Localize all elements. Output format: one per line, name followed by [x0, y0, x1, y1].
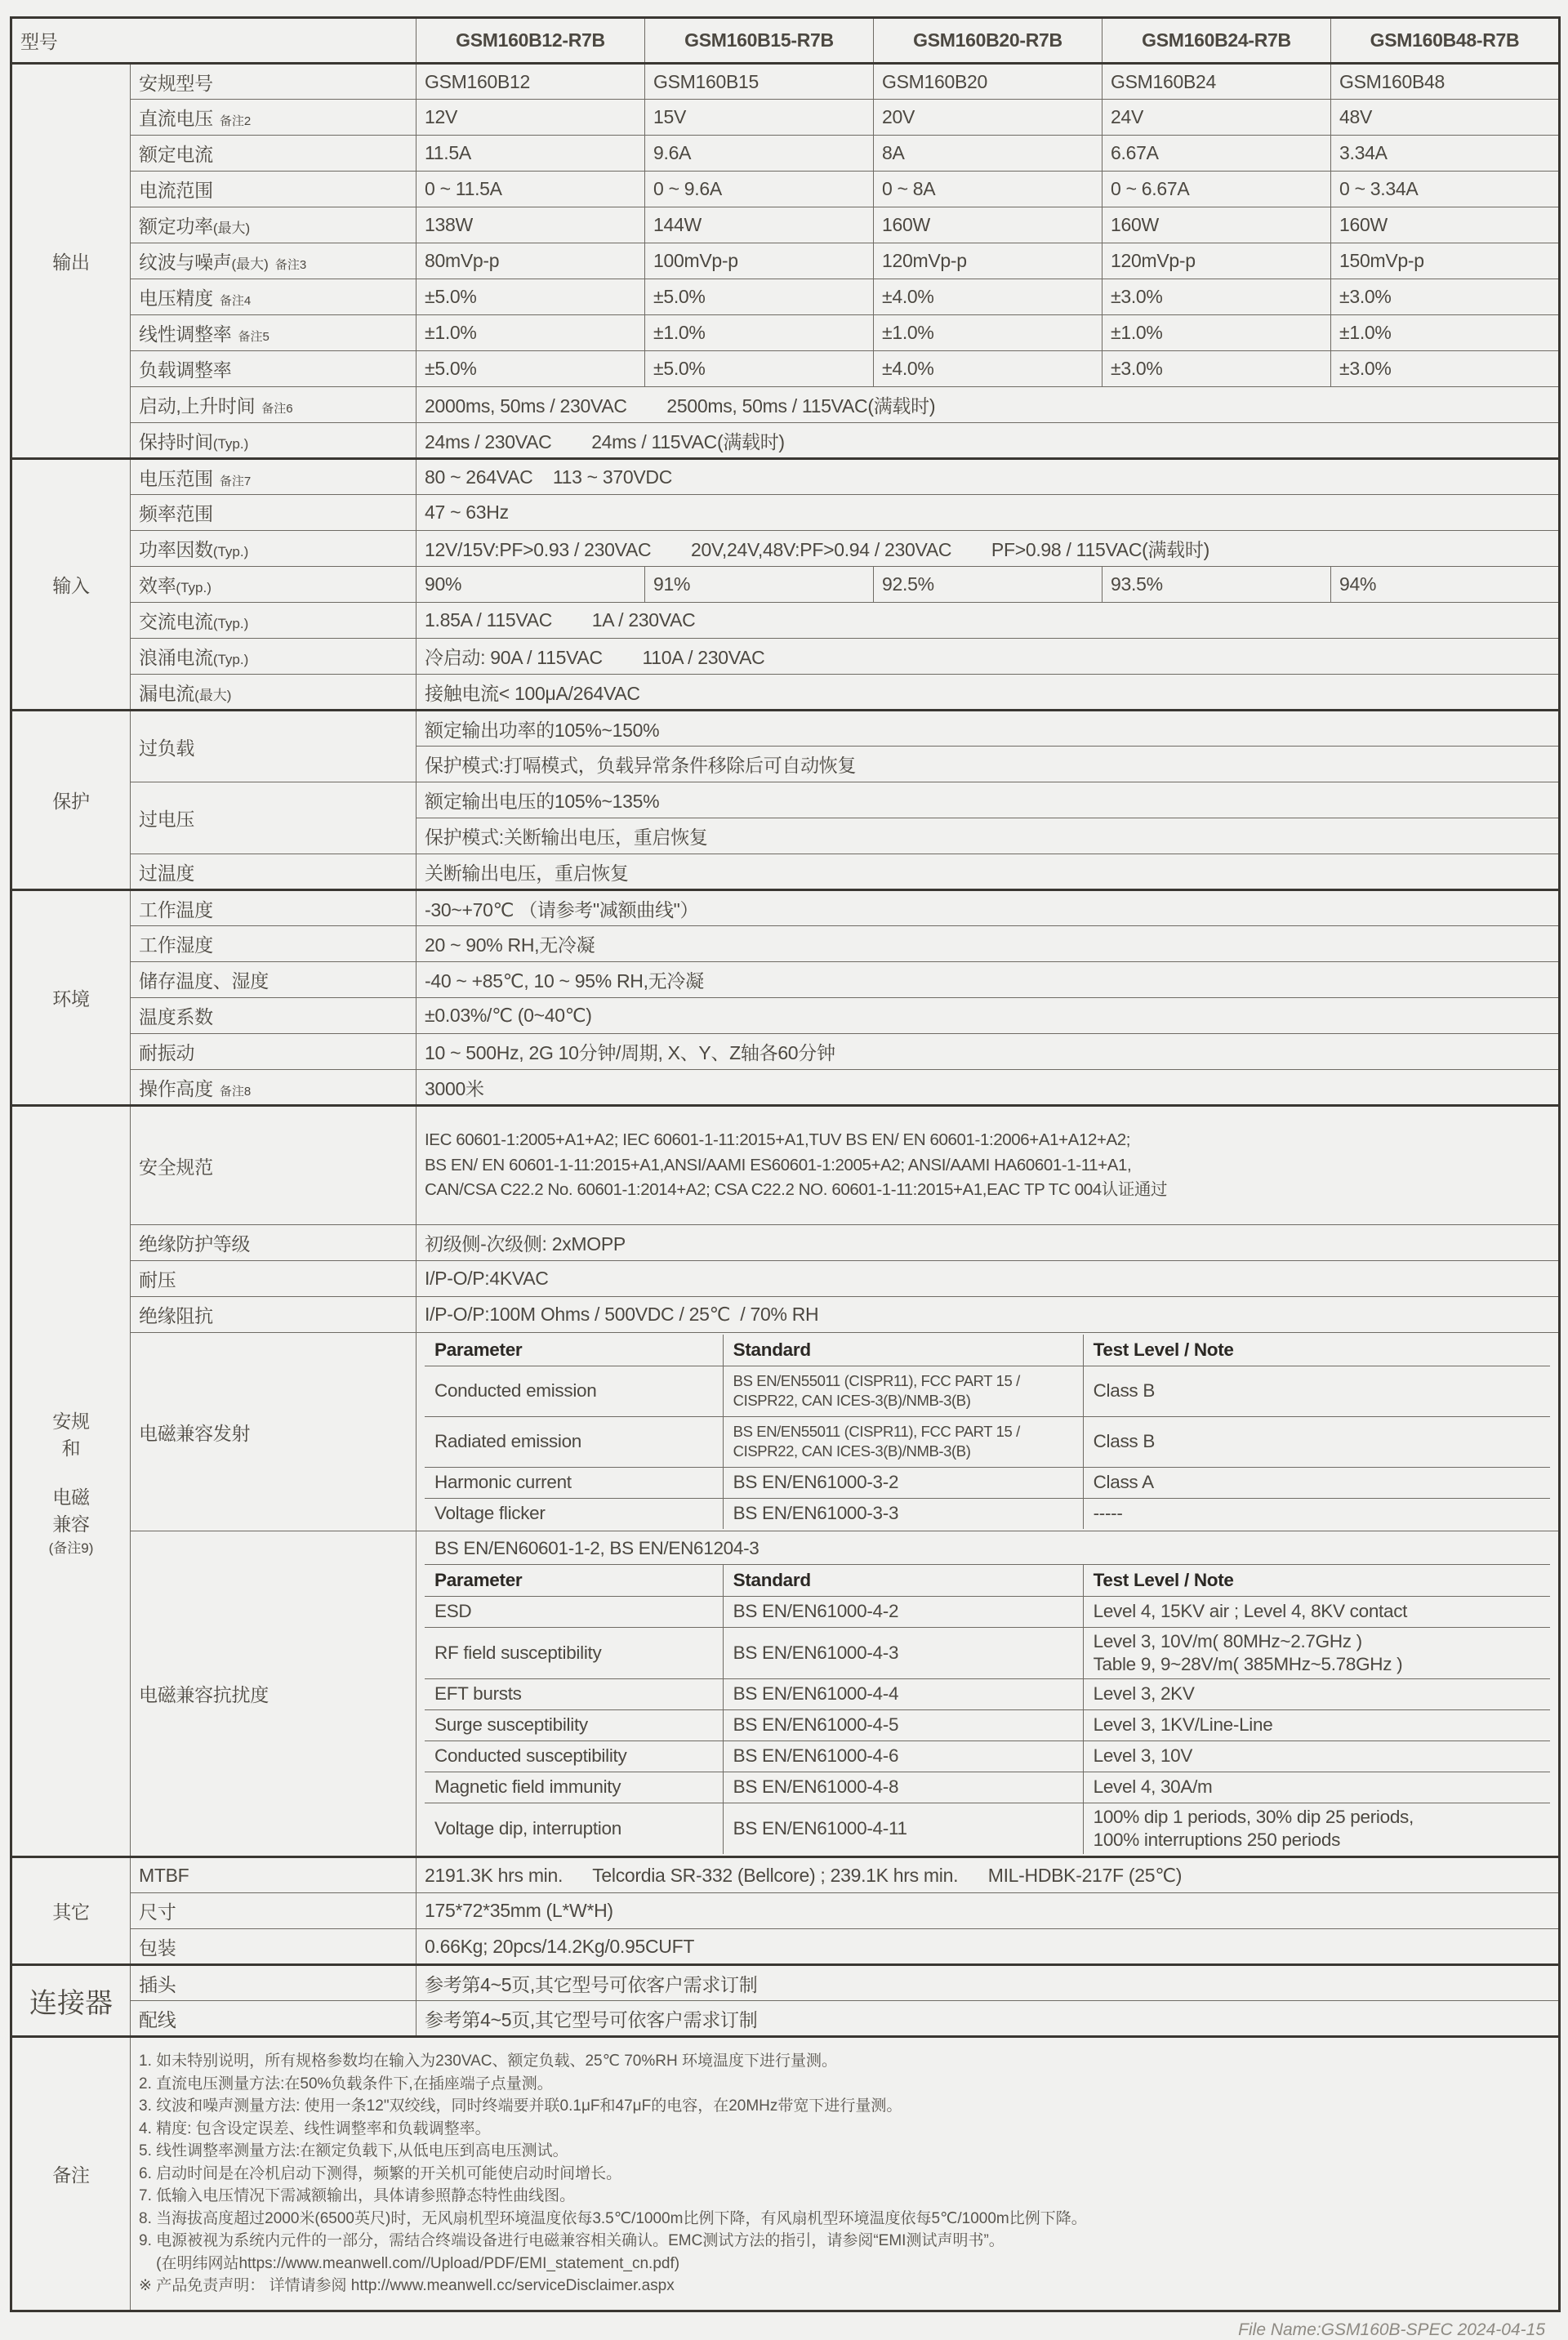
cell-working-temp: -30~+70℃ （请参考"减额曲线"） [416, 890, 1560, 926]
table-row [11, 567, 1560, 603]
emc-row [425, 1741, 1550, 1772]
table-row [11, 675, 1560, 711]
emc-parameter: RF field susceptibility [425, 1627, 723, 1678]
table-row [11, 64, 1560, 100]
emc-standard: BS EN/EN61000-4-11 [723, 1803, 1083, 1854]
cell-value: ±5.0% [645, 279, 874, 315]
emc-row [425, 1498, 1550, 1529]
cell-overvoltage-range: 额定输出电压的105%~135% [416, 782, 1560, 818]
cell-value: GSM160B15 [645, 64, 874, 100]
cell-overload-mode: 保护模式:打嗝模式，负载异常条件移除后可自动恢复 [416, 747, 1560, 782]
emc-immunity-table [416, 1531, 1560, 1857]
emc-header-parameter: Parameter [434, 1339, 523, 1360]
cell-isolation-class: 初级侧-次级侧: 2xMOPP [416, 1225, 1560, 1261]
row-label-plug: 插头 [131, 1965, 416, 2001]
model-name: GSM160B20-R7B [874, 18, 1102, 64]
cell-value: 24V [1102, 100, 1331, 136]
table-row [11, 207, 1560, 243]
cell-value: GSM160B20 [874, 64, 1102, 100]
emc-row [425, 1709, 1550, 1741]
row-label-vibration: 耐振动 [131, 1034, 416, 1070]
row-label-setup-time: 启动,上升时间 备注6 [131, 387, 416, 423]
table-row [11, 1333, 1560, 1531]
cell-value: ±5.0% [645, 351, 874, 387]
table-row [11, 890, 1560, 926]
emc-parameter: Surge susceptibility [425, 1709, 723, 1741]
cell-value: ±1.0% [1331, 315, 1560, 351]
row-label-emc-immunity: 电磁兼容抗扰度 [131, 1531, 416, 1857]
table-row [11, 1106, 1560, 1225]
cell-value: 120mVp-p [874, 243, 1102, 279]
model-name: GSM160B12-R7B [416, 18, 645, 64]
emc-row [425, 1678, 1550, 1709]
cell-value: 160W [874, 207, 1102, 243]
cell-value: 160W [1331, 207, 1560, 243]
section-label-input: 输入 [11, 459, 131, 711]
cell-frequency-range: 47 ~ 63Hz [416, 495, 1560, 531]
cell-value: 90% [416, 567, 645, 603]
cell-overvoltage-mode: 保护模式:关断输出电压，重启恢复 [416, 818, 1560, 854]
emc-immunity-standards: BS EN/EN60601-1-2, BS EN/EN61204-3 [425, 1533, 1550, 1565]
cell-withstand-voltage: I/P-O/P:4KVAC [416, 1261, 1560, 1297]
row-label-dc-voltage: 直流电压 备注2 [131, 100, 416, 136]
table-row [11, 998, 1560, 1034]
table-row [11, 387, 1560, 423]
table-row [11, 279, 1560, 315]
cell-value: ±4.0% [874, 351, 1102, 387]
emc-standard: BS EN/EN61000-4-4 [723, 1678, 1083, 1709]
row-label-voltage-range: 电压范围 备注7 [131, 459, 416, 495]
row-label-current-range: 电流范围 [131, 172, 416, 207]
row-label-dimension: 尺寸 [131, 1893, 416, 1929]
emc-header-row [425, 1565, 1550, 1596]
cell-storage: -40 ~ +85℃, 10 ~ 95% RH,无冷凝 [416, 962, 1560, 998]
note-item: ※ 产品免责声明： 详情请参阅 http://www.meanwell.cc/serviceDisclaimer.aspx [139, 2277, 675, 2295]
emc-header-standard: Standard [723, 1335, 1083, 1366]
section-label-safety-emc: 安规 和 电磁 兼容 (备注9) [11, 1106, 131, 1857]
cell-isolation-resistance: I/P-O/P:100M Ohms / 500VDC / 25℃ / 70% RH [416, 1297, 1560, 1333]
emc-header-standard: Standard [723, 1565, 1083, 1596]
row-label-wiring: 配线 [131, 2001, 416, 2037]
model-name: GSM160B24-R7B [1102, 18, 1331, 64]
row-label-temp-coefficient: 温度系数 [131, 998, 416, 1034]
emc-test-level: Level 3, 10V/m( 80MHz~2.7GHz ) Table 9, 9~28V/m( 385MHz~5.78GHz ) [1083, 1627, 1550, 1678]
row-label-overload: 过负载 [131, 711, 416, 782]
table-row [11, 100, 1560, 136]
cell-value: ±5.0% [416, 351, 645, 387]
emc-header-parameter: Parameter [434, 1569, 523, 1590]
cell-value: GSM160B24 [1102, 64, 1331, 100]
emc-parameter: EFT bursts [425, 1678, 723, 1709]
emc-standard: BS EN/EN61000-4-8 [723, 1772, 1083, 1803]
cell-value: 48V [1331, 100, 1560, 136]
cell-value: 100mVp-p [645, 243, 874, 279]
cell-dimension: 175*72*35mm (L*W*H) [416, 1893, 1560, 1929]
emc-standard: BS EN/EN61000-3-3 [723, 1498, 1083, 1529]
note-item: 8. 当海拔高度超过2000米(6500英尺)时，无风扇机型环境温度依每3.5℃/1000m比例下降，有风扇机型环境温度依每5℃/1000m比例下降。 [139, 2209, 1087, 2227]
row-label-ac-current: 交流电流(Typ.) [131, 603, 416, 639]
cell-value: 144W [645, 207, 874, 243]
section-label-connector: 连接器 [11, 1965, 131, 2037]
cell-leakage-current: 接触电流< 100μA/264VAC [416, 675, 1560, 711]
cell-value: 0 ~ 8A [874, 172, 1102, 207]
table-row [11, 962, 1560, 998]
emc-test-level: Class B [1083, 1366, 1550, 1416]
table-row [11, 2001, 1560, 2037]
cell-wiring: 参考第4~5页,其它型号可依客户需求订制 [416, 2001, 1560, 2037]
file-name-footer: File Name:GSM160B-SPEC 2024-04-15 [1238, 2320, 1545, 2339]
emc-parameter: Voltage flicker [425, 1498, 723, 1529]
cell-value: 94% [1331, 567, 1560, 603]
cell-plug: 参考第4~5页,其它型号可依客户需求订制 [416, 1965, 1560, 2001]
row-label-emc-emission: 电磁兼容发射 [131, 1333, 416, 1531]
table-row [11, 1070, 1560, 1106]
cell-value: ±3.0% [1331, 351, 1560, 387]
cell-value: 6.67A [1102, 136, 1331, 172]
model-name: GSM160B15-R7B [645, 18, 874, 64]
emc-standard: BS EN/EN55011 (CISPR11), FCC PART 15 / CISPR22, CAN ICES-3(B)/NMB-3(B) [723, 1416, 1083, 1467]
table-row [11, 2037, 1560, 2311]
cell-value: 138W [416, 207, 645, 243]
cell-value: 91% [645, 567, 874, 603]
row-label-withstand-voltage: 耐压 [131, 1261, 416, 1297]
emc-standard: BS EN/EN61000-4-5 [723, 1709, 1083, 1741]
row-label-hold-time: 保持时间(Typ.) [131, 423, 416, 459]
table-row [11, 1965, 1560, 2001]
cell-value: ±5.0% [416, 279, 645, 315]
emc-parameter: Voltage dip, interruption [425, 1803, 723, 1854]
table-row [11, 315, 1560, 351]
cell-voltage-range: 80 ~ 264VAC 113 ~ 370VDC [416, 459, 1560, 495]
table-row [11, 531, 1560, 567]
table-row [11, 603, 1560, 639]
cell-packing: 0.66Kg; 20pcs/14.2Kg/0.95CUFT [416, 1929, 1560, 1965]
note-item: 7. 低输入电压情况下需减额输出，具体请参照静态特性曲线图。 [139, 2187, 576, 2205]
emc-parameter: Magnetic field immunity [425, 1772, 723, 1803]
cell-value: 20V [874, 100, 1102, 136]
cell-overtemp: 关断输出电压，重启恢复 [416, 854, 1560, 890]
cell-value: GSM160B12 [416, 64, 645, 100]
row-label-overtemp: 过温度 [131, 854, 416, 890]
cell-inrush-current: 冷启动: 90A / 115VAC 110A / 230VAC [416, 639, 1560, 675]
emc-row [425, 1416, 1550, 1467]
emc-test-level: Level 3, 2KV [1083, 1678, 1550, 1709]
cell-value: 92.5% [874, 567, 1102, 603]
emc-parameter: Conducted emission [425, 1366, 723, 1416]
emc-standard: BS EN/EN55011 (CISPR11), FCC PART 15 / CISPR22, CAN ICES-3(B)/NMB-3(B) [723, 1366, 1083, 1416]
header-row [11, 18, 1560, 64]
row-label-isolation-class: 绝缘防护等级 [131, 1225, 416, 1261]
emc-emission-table [416, 1333, 1560, 1531]
emc-test-level: Level 3, 1KV/Line-Line [1083, 1709, 1550, 1741]
spec-table [10, 16, 1561, 2312]
notes-block [131, 2037, 1560, 2311]
section-label-notes: 备注 [11, 2037, 131, 2311]
table-row [11, 423, 1560, 459]
row-label-altitude: 操作高度 备注8 [131, 1070, 416, 1106]
cell-value: 93.5% [1102, 567, 1331, 603]
note-item: 1. 如未特别说明，所有规格参数均在输入为230VAC、额定负载、25℃ 70%RH 环境温度下进行量测。 [139, 2053, 837, 2070]
table-row [11, 243, 1560, 279]
model-column-title: 型号 [11, 18, 416, 64]
cell-value: 15V [645, 100, 874, 136]
cell-value: ±3.0% [1331, 279, 1560, 315]
table-row [11, 1857, 1560, 1893]
table-row [11, 172, 1560, 207]
cell-value: ±3.0% [1102, 351, 1331, 387]
cell-value: ±3.0% [1102, 279, 1331, 315]
emc-parameter: Harmonic current [425, 1467, 723, 1498]
row-label-efficiency: 效率(Typ.) [131, 567, 416, 603]
row-label-ripple: 纹波与噪声(最大) 备注3 [131, 243, 416, 279]
table-row [11, 782, 1560, 818]
emc-parameter: Radiated emission [425, 1416, 723, 1467]
table-row [11, 711, 1560, 747]
table-row [11, 854, 1560, 890]
emc-standard: BS EN/EN61000-4-6 [723, 1741, 1083, 1772]
emc-header-test: Test Level / Note [1083, 1565, 1550, 1596]
row-label-line-regulation: 线性调整率 备注5 [131, 315, 416, 351]
emc-row [425, 1803, 1550, 1854]
table-row [11, 639, 1560, 675]
table-row [11, 1225, 1560, 1261]
cell-value: ±4.0% [874, 279, 1102, 315]
section-label-protection: 保护 [11, 711, 131, 890]
row-label-overvoltage: 过电压 [131, 782, 416, 854]
row-label-rated-current: 额定电流 [131, 136, 416, 172]
row-label-voltage-tolerance: 电压精度 备注4 [131, 279, 416, 315]
note-item: 5. 线性调整率测量方法:在额定负载下,从低电压到高电压测试。 [139, 2142, 568, 2160]
table-row [11, 1297, 1560, 1333]
cell-value: 0 ~ 11.5A [416, 172, 645, 207]
cell-overload-range: 额定输出功率的105%~150% [416, 711, 1560, 747]
row-label-power-factor: 功率因数(Typ.) [131, 531, 416, 567]
row-label-packing: 包装 [131, 1929, 416, 1965]
cell-value: 9.6A [645, 136, 874, 172]
table-row [11, 136, 1560, 172]
cell-value: ±1.0% [1102, 315, 1331, 351]
cell-power-factor: 12V/15V:PF>0.93 / 230VAC 20V,24V,48V:PF>0.94 / 230VAC PF>0.98 / 115VAC(满载时) [416, 531, 1560, 567]
section-label-output: 输出 [11, 64, 131, 459]
cell-temp-coefficient: ±0.03%/℃ (0~40℃) [416, 998, 1560, 1034]
row-label-load-regulation: 负载调整率 [131, 351, 416, 387]
row-label-storage: 储存温度、湿度 [131, 962, 416, 998]
emc-standard: BS EN/EN61000-3-2 [723, 1467, 1083, 1498]
note-item: 6. 启动时间是在冷机启动下测得，频繁的开关机可能使启动时间增长。 [139, 2164, 622, 2182]
note-item: (在明纬网站https://www.meanwell.com//Upload/PDF/EMI_statement_cn.pdf) [139, 2254, 680, 2272]
emc-row [425, 1772, 1550, 1803]
cell-value: 0 ~ 6.67A [1102, 172, 1331, 207]
row-label-working-temp: 工作温度 [131, 890, 416, 926]
row-label-inrush-current: 浪涌电流(Typ.) [131, 639, 416, 675]
emc-standard: BS EN/EN61000-4-3 [723, 1627, 1083, 1678]
model-name: GSM160B48-R7B [1331, 18, 1560, 64]
cell-value: ±1.0% [416, 315, 645, 351]
table-row [11, 1893, 1560, 1929]
note-item: 4. 精度: 包含设定误差、线性调整率和负载调整率。 [139, 2119, 491, 2137]
note-item: 3. 纹波和噪声测量方法: 使用一条12"双绞线，同时终端要并联0.1μF和47μF的电容，在20MHz带宽下进行量测。 [139, 2097, 902, 2115]
table-row [11, 926, 1560, 962]
row-label-mtbf: MTBF [131, 1857, 416, 1893]
row-label-rated-power: 额定功率(最大) [131, 207, 416, 243]
cell-value: 12V [416, 100, 645, 136]
cell-value: 150mVp-p [1331, 243, 1560, 279]
emc-parameter: ESD [425, 1596, 723, 1627]
emc-row [425, 1366, 1550, 1416]
row-label-isolation-resistance: 绝缘阻抗 [131, 1297, 416, 1333]
cell-vibration: 10 ~ 500Hz, 2G 10分钟/周期, X、Y、Z轴各60分钟 [416, 1034, 1560, 1070]
emc-header-row [425, 1335, 1550, 1366]
emc-test-level: ----- [1083, 1498, 1550, 1529]
emc-parameter: Conducted susceptibility [425, 1741, 723, 1772]
cell-value: 160W [1102, 207, 1331, 243]
cell-value: 8A [874, 136, 1102, 172]
row-label-frequency-range: 频率范围 [131, 495, 416, 531]
cell-hold-time: 24ms / 230VAC 24ms / 115VAC(满载时) [416, 423, 1560, 459]
emc-standard: BS EN/EN61000-4-2 [723, 1596, 1083, 1627]
cell-ac-current: 1.85A / 115VAC 1A / 230VAC [416, 603, 1560, 639]
cell-value: 80mVp-p [416, 243, 645, 279]
emc-header-test: Test Level / Note [1083, 1335, 1550, 1366]
row-label-working-humidity: 工作湿度 [131, 926, 416, 962]
cell-safety-standards: IEC 60601-1:2005+A1+A2; IEC 60601-1-11:2015+A1,TUV BS EN/ EN 60601-1:2006+A1+A12+A2; BS EN/ EN 60601-1-11:2015+A1,ANSI/AAMI ES60601-1:2005+A2; ANSI/AAMI HA60601-1-11+A1, CAN/CSA C22.2 No. 60601-1:2014+A2; CSA C22.2 NO. 60601-1-11:2015+A1,EAC TP TC 004认证通过 [416, 1106, 1560, 1225]
emc-test-level: Level 3, 10V [1083, 1741, 1550, 1772]
cell-working-humidity: 20 ~ 90% RH,无冷凝 [416, 926, 1560, 962]
row-label-safety-model: 安规型号 [131, 64, 416, 100]
emc-row [425, 1467, 1550, 1498]
table-row [11, 1531, 1560, 1857]
cell-setup-time: 2000ms, 50ms / 230VAC 2500ms, 50ms / 115VAC(满载时) [416, 387, 1560, 423]
table-row [11, 351, 1560, 387]
emc-test-level: Level 4, 15KV air ; Level 4, 8KV contact [1083, 1596, 1550, 1627]
cell-value: 3.34A [1331, 136, 1560, 172]
note-item: 2. 直流电压测量方法:在50%负载条件下,在插座端子点量测。 [139, 2075, 553, 2093]
cell-value: 120mVp-p [1102, 243, 1331, 279]
table-row [11, 1034, 1560, 1070]
cell-value: ±1.0% [645, 315, 874, 351]
row-label-leakage-current: 漏电流(最大) [131, 675, 416, 711]
cell-altitude: 3000米 [416, 1070, 1560, 1106]
cell-value: GSM160B48 [1331, 64, 1560, 100]
note-item: 9. 电源被视为系统内元件的一部分，需结合终端设备进行电磁兼容相关确认。EMC测试方法的指引，请参阅“EMI测试声明书”。 [139, 2232, 1004, 2250]
cell-value: 0 ~ 9.6A [645, 172, 874, 207]
table-row [11, 495, 1560, 531]
table-row [11, 459, 1560, 495]
table-row [11, 1261, 1560, 1297]
cell-value: 11.5A [416, 136, 645, 172]
emc-test-level: Class B [1083, 1416, 1550, 1467]
emc-test-level: Level 4, 30A/m [1083, 1772, 1550, 1803]
section-label-environment: 环境 [11, 890, 131, 1106]
section-label-others: 其它 [11, 1857, 131, 1965]
emc-test-level: Class A [1083, 1467, 1550, 1498]
row-label-safety-standards: 安全规范 [131, 1106, 416, 1225]
emc-row [425, 1627, 1550, 1678]
emc-test-level: 100% dip 1 periods, 30% dip 25 periods, 100% interruptions 250 periods [1083, 1803, 1550, 1854]
cell-value: 0 ~ 3.34A [1331, 172, 1560, 207]
cell-value: ±1.0% [874, 315, 1102, 351]
cell-mtbf: 2191.3K hrs min. Telcordia SR-332 (Bellcore) ; 239.1K hrs min. MIL-HDBK-217F (25℃) [416, 1857, 1560, 1893]
table-row [11, 1929, 1560, 1965]
emc-row [425, 1596, 1550, 1627]
